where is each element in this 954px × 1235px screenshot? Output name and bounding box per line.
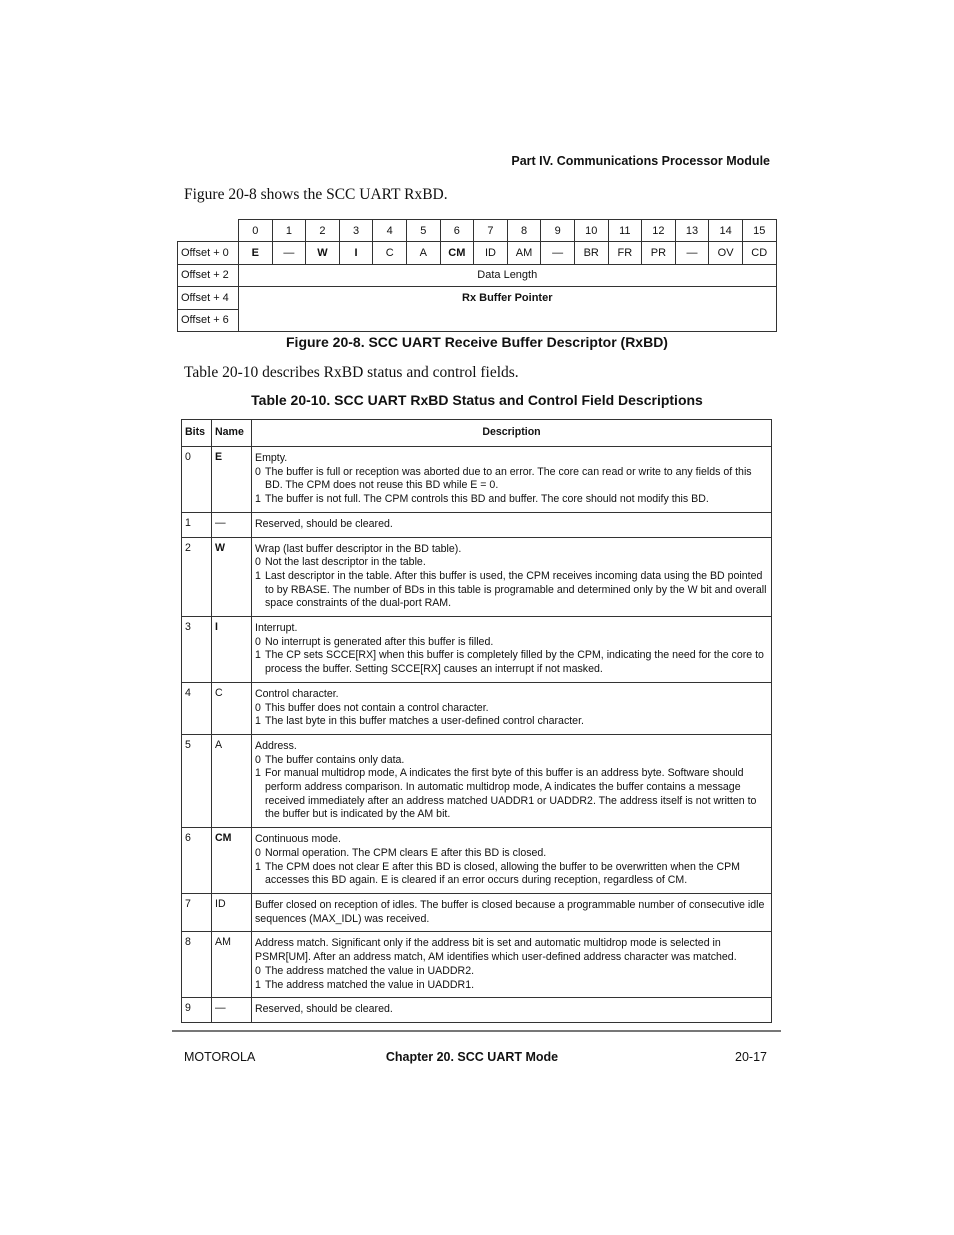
bits-cell: 6 [182,828,212,894]
offset-label: Offset + 0 [178,242,239,264]
description-cell [252,617,772,683]
bits-cell: 5 [182,734,212,827]
description-cell [252,828,772,894]
name-cell: W [212,537,252,617]
option-text: No interrupt is generated after this buffer is filled. [265,635,494,648]
bit-field: ID [474,242,508,264]
bit-number: 13 [675,220,709,242]
bit-number: 3 [339,220,373,242]
figure-intro-text: Figure 20-8 shows the SCC UART RxBD. [184,186,448,203]
option-text: The CP sets SCCE[RX] when this buffer is completely filled by the CPM, indicating the need for the core to process the buffer. Setting SCCE[RX] causes an interrupt if not masked. [265,649,764,676]
bit-field: OV [709,242,743,264]
option-text: The CPM does not clear E after this BD is closed, allowing the buffer to be overwritten when the CPM accesses this BD again. E is cleared if an error occurs during reception, regardless of CM. [265,860,740,887]
bit-number: 8 [507,220,541,242]
option-line [255,636,768,650]
name-cell: CM [212,828,252,894]
bit-field: PR [642,242,676,264]
bit-field: E [239,242,273,264]
table-row [182,537,772,617]
description-text: Continuous mode. [255,833,341,846]
description-text: Control character. [255,687,339,700]
description-cell [252,932,772,998]
option-line [255,556,768,570]
option-line [255,702,768,716]
bit-field: — [272,242,306,264]
bit-field: FR [608,242,642,264]
description-cell [252,447,772,513]
header-description: Description [252,420,772,447]
page-number: 20-17 [735,1050,767,1064]
description-text: Empty. [255,452,288,464]
description-text: Reserved, should be cleared. [255,517,393,530]
table-row [182,682,772,734]
table-header-row [182,420,772,447]
bit-number: 9 [541,220,575,242]
bit-number: 0 [239,220,273,242]
option-text: The buffer is not full. The CPM controls this BD and buffer. The core should not modify this BD. [265,493,709,506]
description-cell [252,682,772,734]
option-value: 1 [255,569,261,582]
option-value: 0 [255,701,261,714]
option-value: 0 [255,556,261,569]
option-value: 1 [255,767,261,780]
option-text: For manual multidrop mode, A indicates the first byte of this buffer is an address byte. Software should perform address comparison. In automatic multidrop mode, A indicates the buffer contains a message received immediately after an address matched UADDR1 or UADDR2. The address itself is not written to the buffer but is indicated by the AM bit. [265,767,757,821]
option-value: 1 [255,715,261,728]
name-cell: E [212,447,252,513]
bits-cell: 9 [182,998,212,1023]
bit-number: 7 [474,220,508,242]
name-cell: AM [212,932,252,998]
bit-number: 15 [742,220,776,242]
option-value: 0 [255,635,261,648]
option-line [255,466,768,493]
option-value: 1 [255,649,261,662]
data-length-field: Data Length [239,264,777,286]
bit-field: — [675,242,709,264]
figure-caption: Figure 20-8. SCC UART Receive Buffer Descriptor (RxBD) [286,334,668,350]
option-line [255,847,768,861]
rxbd-field-description-table [181,419,772,1023]
bits-cell: 4 [182,682,212,734]
bits-cell: 3 [182,617,212,683]
bits-cell: 8 [182,932,212,998]
name-cell: ID [212,893,252,931]
name-cell: — [212,512,252,537]
table-row [182,932,772,998]
table-row [182,828,772,894]
header-name: Name [212,420,252,447]
option-line [255,649,768,676]
table-intro-text: Table 20-10 describes RxBD status and control fields. [184,364,519,381]
corner-blank [178,220,239,242]
running-head: Part IV. Communications Processor Module [511,154,770,168]
table-row [182,998,772,1023]
option-value: 0 [255,846,261,859]
bit-number: 2 [306,220,340,242]
bit-field: CD [742,242,776,264]
option-value: 0 [255,753,261,766]
option-text: The buffer is full or reception was aborted due to an error. The core can read or write to any fields of this BD. The CPM does not reuse this BD while E = 0. [265,465,752,492]
option-text: The buffer contains only data. [265,753,405,766]
bit-number: 1 [272,220,306,242]
option-text: Normal operation. The CPM clears E after this BD is closed. [265,846,547,859]
bit-number-row [178,220,777,242]
option-value: 0 [255,465,261,478]
rx-buffer-pointer-field: Rx Buffer Pointer [239,287,777,309]
option-text: The last byte in this buffer matches a user-defined control character. [265,715,584,728]
offset-label: Offset + 6 [178,309,239,331]
bits-cell: 1 [182,512,212,537]
table-row [182,734,772,827]
table-row [182,512,772,537]
table-row [182,617,772,683]
bits-cell: 2 [182,537,212,617]
offset-label: Offset + 2 [178,264,239,286]
option-value: 0 [255,964,261,977]
footer-rule [172,1030,781,1032]
bit-field: C [373,242,407,264]
description-cell [252,893,772,931]
bit-field: AM [507,242,541,264]
name-cell: I [212,617,252,683]
header-bits: Bits [182,420,212,447]
name-cell: A [212,734,252,827]
bit-field: CM [440,242,474,264]
description-cell [252,537,772,617]
bits-cell: 7 [182,893,212,931]
name-cell: C [212,682,252,734]
option-line [255,754,768,768]
bit-field: BR [574,242,608,264]
bit-number: 6 [440,220,474,242]
bits-cell: 0 [182,447,212,513]
footer-chapter: Chapter 20. SCC UART Mode [385,1050,559,1064]
description-text: Wrap (last buffer descriptor in the BD table). [255,542,462,555]
description-text: Address match. Significant only if the address bit is set and automatic multidrop mode is selected in PSMR[UM]. After an address match, AM identifies which user-defined address character was matched. [255,937,737,964]
table-row [182,447,772,513]
offset-label: Offset + 4 [178,287,239,309]
offset-0-row [178,242,777,264]
bit-field: W [306,242,340,264]
option-line [255,767,768,822]
option-text: The address matched the value in UADDR2. [265,964,475,977]
option-line [255,715,768,729]
table-title: Table 20-10. SCC UART RxBD Status and Control Field Descriptions [251,392,703,408]
option-value: 1 [255,978,261,991]
description-text: Reserved, should be cleared. [255,1003,393,1016]
description-cell [252,734,772,827]
bit-field: — [541,242,575,264]
bit-field: A [406,242,440,264]
description-text: Buffer closed on reception of idles. The buffer is closed because a programmable number of consecutive idle sequences (MAX_IDL) was received. [255,898,765,925]
option-line [255,965,768,979]
bit-number: 11 [608,220,642,242]
option-line [255,861,768,888]
option-value: 1 [255,860,261,873]
bit-number: 10 [574,220,608,242]
bit-number: 12 [642,220,676,242]
option-line [255,979,768,993]
description-text: Address. [255,739,297,752]
bit-number: 14 [709,220,743,242]
bit-field: I [339,242,373,264]
description-text: Interrupt. [255,622,298,635]
bit-number: 4 [373,220,407,242]
offset-2-row [178,264,777,286]
option-text: Not the last descriptor in the table. [265,556,426,569]
offset-6-row [178,309,777,331]
offset-4-row [178,287,777,309]
description-cell [252,998,772,1023]
option-value: 1 [255,493,261,506]
footer-publisher: MOTOROLA [184,1050,256,1064]
bit-number: 5 [406,220,440,242]
table-row [182,893,772,931]
option-text: Last descriptor in the table. After this buffer is used, the CPM receives incoming data using the BD pointed to by RBASE. The number of BDs in this table is programable and determined only by the W bit and overall space constraints of the dual-port RAM. [265,569,767,610]
rxbd-register-figure [177,219,777,332]
option-line [255,570,768,611]
option-text: The address matched the value in UADDR1. [265,978,475,991]
name-cell: — [212,998,252,1023]
rx-buffer-pointer-field-cont [239,309,777,331]
option-line [255,493,768,507]
description-cell [252,512,772,537]
option-text: This buffer does not contain a control character. [265,701,489,714]
